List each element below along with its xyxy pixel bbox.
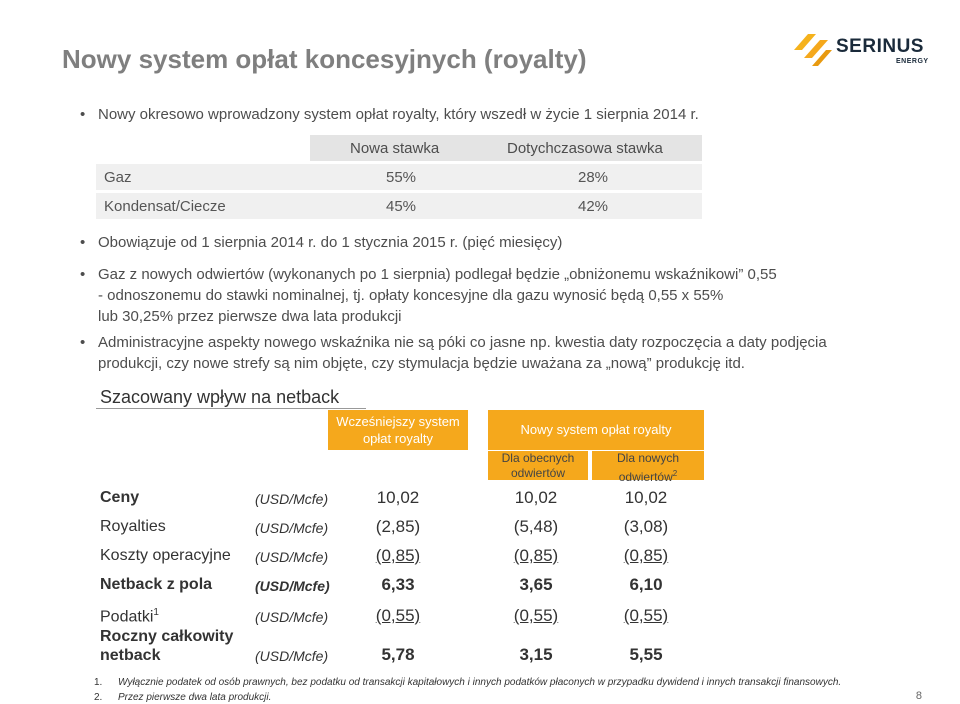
header-newwells-text: Dla nowych odwiertów	[616, 451, 680, 484]
rate-table-row	[96, 193, 702, 219]
bullet-1-text: Nowy okresowo wprowadzony system opłat royalty, który wszedł w życie 1 sierpnia 2014 r.	[98, 106, 699, 123]
netback-row-unit: (USD/Mcfe)	[255, 648, 329, 664]
netback-value: 10,02	[624, 488, 668, 507]
bullet-4	[80, 332, 928, 374]
netback-row-label: Koszty operacyjne	[100, 547, 231, 564]
netback-value: (3,08)	[623, 517, 669, 536]
header-newwells-label	[592, 451, 704, 485]
bullet-1	[80, 104, 699, 125]
podatki-sup: 1	[153, 607, 159, 618]
footnote-1-number: 1.	[94, 677, 103, 688]
bullet-3-line-1: Gaz z nowych odwiertów (wykonanych po 1 sierpnia) podlegał będzie „obniżonemu wskaźnikowi” 0,55	[98, 266, 777, 283]
logo-name: SERINUS	[836, 36, 924, 57]
rate-header-old: Dotychczasowa stawka	[507, 140, 663, 157]
netback-value: (0,85)	[623, 546, 669, 565]
bullet-dot-icon: •	[80, 334, 86, 351]
bullet-dot-icon: •	[80, 106, 86, 123]
netback-row-unit: (USD/Mcfe)	[255, 491, 329, 507]
netback-value: 5,78	[381, 645, 415, 664]
rate-table-row	[96, 164, 702, 190]
netback-title: Szacowany wpływ na netback	[100, 387, 340, 407]
rate-row-old: 42%	[578, 198, 609, 215]
roczny-line-2: netback	[100, 647, 161, 664]
footnote-2-number: 2.	[94, 692, 103, 703]
netback-value: (0,55)	[375, 606, 421, 625]
netback-row-label: Ceny	[100, 489, 140, 506]
netback-row-unit: (USD/Mcfe)	[255, 578, 330, 594]
netback-row-unit: (USD/Mcfe)	[255, 609, 329, 625]
bullet-dot-icon: •	[80, 266, 86, 283]
rate-row-label: Gaz	[104, 169, 132, 186]
rate-header-new: Nowa stawka	[350, 140, 440, 157]
bullet-3	[80, 264, 918, 327]
netback-value: 3,65	[519, 575, 553, 594]
netback-row-unit: (USD/Mcfe)	[255, 520, 329, 536]
header-existing-wells	[488, 451, 588, 480]
netback-row-label: Royalties	[100, 518, 166, 535]
netback-value: (2,85)	[375, 517, 421, 536]
bullet-3-line-2: - odnoszonemu do stawki nominalnej, tj. opłaty koncesyjne dla gazu wynosić będą 0,55 x 55%	[98, 287, 724, 304]
bullet-3-line-3: lub 30,25% przez pierwsze dwa lata produkcji	[98, 308, 402, 325]
page-title: Nowy system opłat koncesyjnych (royalty)	[62, 44, 587, 74]
logo-subtitle: ENERGY	[896, 58, 929, 65]
bullet-4-line-1: Administracyjne aspekty nowego wskaźnika nie są póki co jasne np. kwestia daty rozpoczęcia a daty podjęcia	[98, 334, 827, 351]
netback-value: (0,85)	[513, 546, 559, 565]
netback-value: 6,33	[381, 575, 415, 594]
podatki-label: Podatki	[100, 608, 154, 626]
bullet-2	[80, 232, 563, 253]
header-new-wells	[592, 451, 704, 484]
rate-row-new: 55%	[386, 169, 417, 186]
header-prev-label: Wcześniejszy system opłat royalty	[336, 414, 460, 446]
header-newwells-sup: 2	[672, 469, 678, 478]
netback-value: 6,10	[629, 575, 663, 594]
rate-row-new: 45%	[386, 198, 417, 215]
header-prev-system	[328, 410, 468, 450]
netback-value: (0,85)	[375, 546, 421, 565]
netback-row-label	[100, 627, 233, 665]
netback-row-label: Netback z pola	[100, 576, 213, 593]
rate-table-header	[310, 135, 702, 161]
netback-value: (0,55)	[623, 606, 669, 625]
netback-row-label	[100, 607, 159, 626]
rate-row-old: 28%	[578, 169, 609, 186]
footnote-2: Przez pierwsze dwa lata produkcji.	[118, 692, 272, 703]
netback-value: 5,55	[629, 645, 663, 664]
header-existing-label: Dla obecnych odwiertów	[501, 451, 575, 480]
netback-value: 3,15	[519, 645, 553, 664]
netback-value: (5,48)	[513, 517, 559, 536]
netback-row-unit: (USD/Mcfe)	[255, 549, 329, 565]
bullet-2-text: Obowiązuje od 1 sierpnia 2014 r. do 1 stycznia 2015 r. (pięć miesięcy)	[98, 234, 563, 251]
header-new-system	[488, 410, 704, 450]
rate-row-label: Kondensat/Ciecze	[104, 198, 226, 215]
roczny-line-1: Roczny całkowity	[100, 628, 234, 645]
page-number: 8	[915, 690, 922, 702]
netback-value: 10,02	[376, 488, 420, 507]
bullet-4-line-2: produkcji, czy nowe strefy są nim objęte, czy stymulacja będzie uważana za „nową” produkcję itd.	[98, 355, 745, 372]
netback-value: (0,55)	[513, 606, 559, 625]
netback-value: 10,02	[514, 488, 558, 507]
header-new-label: Nowy system opłat royalty	[520, 422, 672, 437]
netback-title-rule	[96, 408, 366, 409]
footnote-1: Wyłącznie podatek od osób prawnych, bez podatku od transakcji kapitałowych i innych podatków płaconych w przypadku dywidend i innych transakcji finansowych.	[118, 677, 842, 688]
bullet-dot-icon: •	[80, 234, 86, 251]
